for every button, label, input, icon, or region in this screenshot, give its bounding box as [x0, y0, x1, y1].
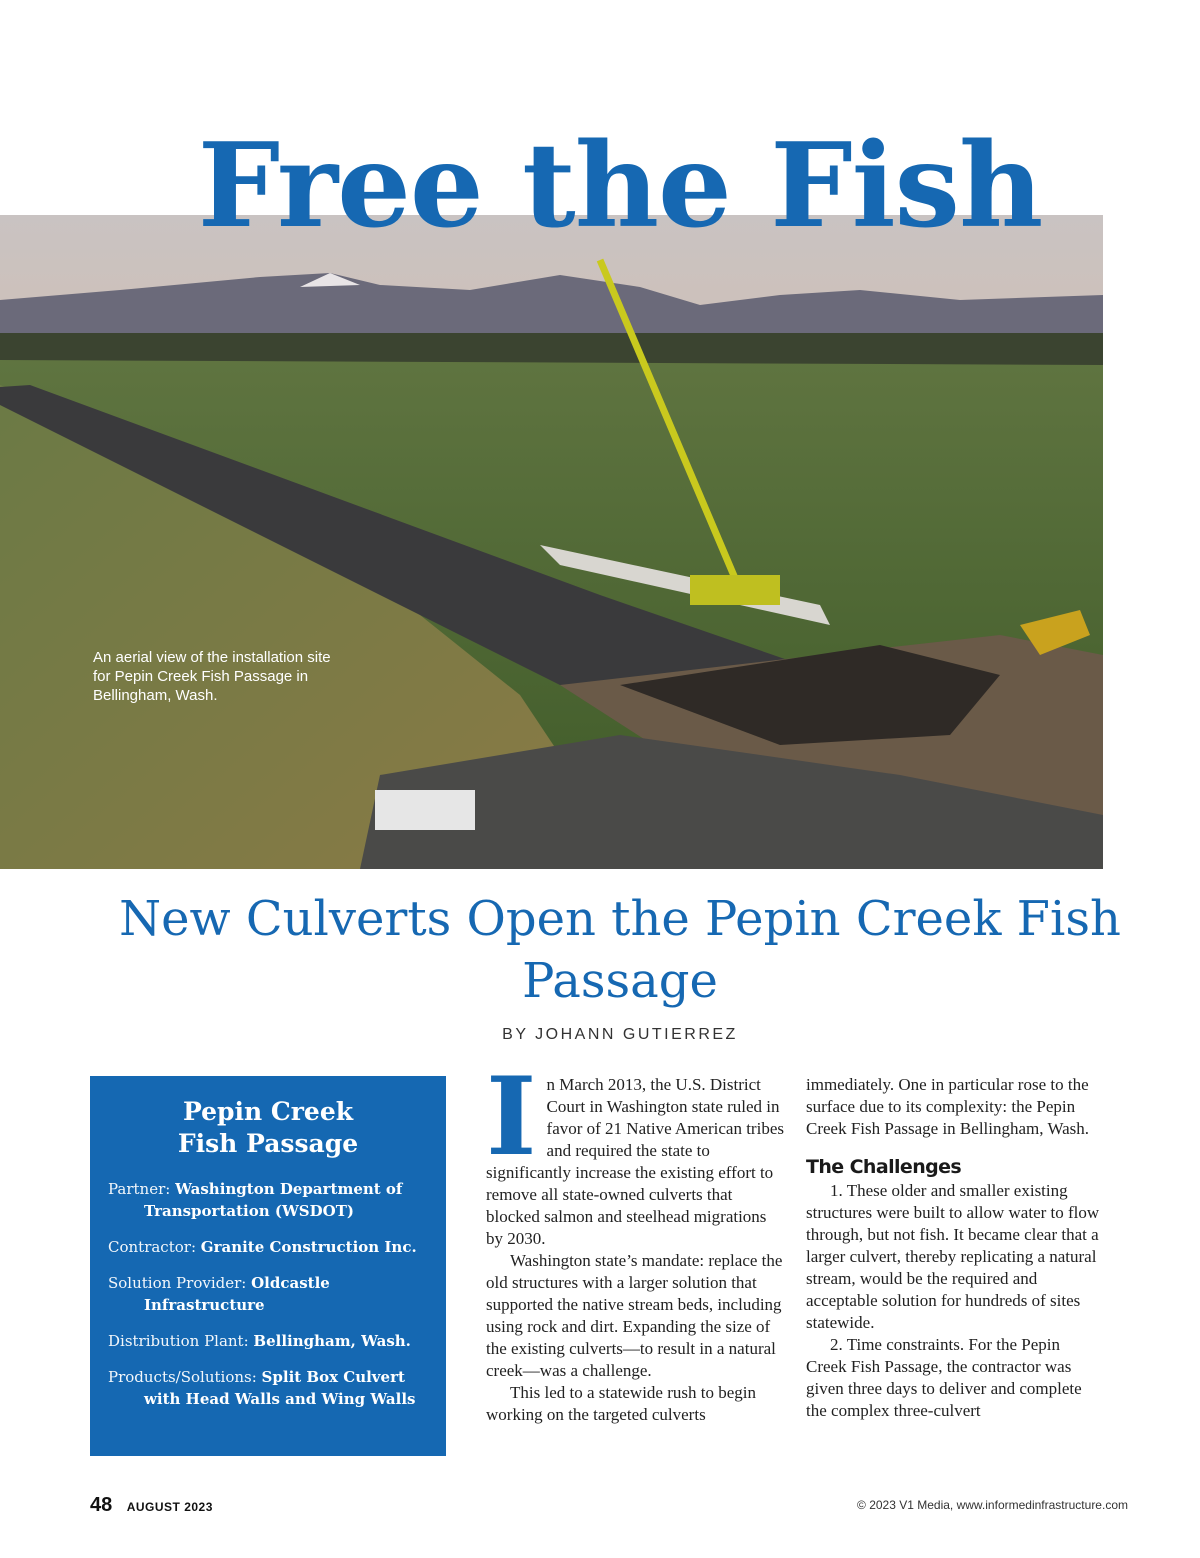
sidebar-value: Bellingham, Wash. [253, 1332, 411, 1350]
sidebar-label: Partner: [108, 1180, 176, 1198]
info-sidebar [90, 1076, 446, 1456]
paragraph: n March 2013, the U.S. District Court in Washington state ruled in favor of 21 Native American tribes and required the state to significantly increase the existing effort to remove all state-owned culverts that blocked salmon and steelhead migrations by 2030. [486, 1075, 784, 1248]
main-title: Free the Fish [197, 118, 1043, 254]
sidebar-label: Contractor: [108, 1238, 201, 1256]
drop-cap: I [486, 1054, 537, 1180]
page-number: 48 [90, 1494, 113, 1516]
sidebar-label: Products/Solutions: [108, 1368, 262, 1386]
paragraph: This led to a statewide rush to begin working on the targeted culverts [486, 1383, 756, 1424]
sidebar-item-products [108, 1366, 428, 1410]
sidebar-item-partner [108, 1178, 428, 1222]
article-subtitle: New Culverts Open the Pepin Creek Fish Passage [119, 891, 1121, 1009]
paragraph: 2. Time constraints. For the Pepin Creek Fish Passage, the contractor was given three days to deliver and complete the complex three-culvert [806, 1335, 1082, 1420]
section-heading: The Challenges [806, 1156, 962, 1178]
sidebar-value: Split Box Culvert with Head Walls and Wing Walls [144, 1368, 416, 1408]
sidebar-item-solution-provider [108, 1272, 428, 1316]
paragraph: 1. These older and smaller existing structures were built to allow water to flow through, but not fish. It became clear that a larger culvert, thereby replicating a natural stream, would be the required and acceptable solution for hundreds of sites statewide. [806, 1181, 1100, 1332]
sidebar-value: Granite Construction Inc. [200, 1238, 417, 1256]
article-column-1 [486, 1054, 784, 1426]
copyright: © 2023 V1 Media, www.informedinfrastructure.com [857, 1498, 1128, 1512]
footer-left [90, 1494, 213, 1517]
article-column-2 [806, 1074, 1100, 1422]
photo-caption: An aerial view of the installation site for Pepin Creek Fish Passage in Bellingham, Wash. [93, 649, 331, 704]
paragraph: immediately. One in particular rose to the surface due to its complexity: the Pepin Creek Fish Passage in Bellingham, Wash. [806, 1075, 1090, 1138]
sidebar-item-distribution-plant [108, 1330, 428, 1352]
sidebar-label: Distribution Plant: [108, 1332, 254, 1350]
paragraph: Washington state’s mandate: replace the old structures with a larger solution that supported the native stream beds, including using rock and dirt. Expanding the size of the existing culverts—to result in a natural creek—was a challenge. [486, 1251, 783, 1380]
sidebar-value: Washington Department of Transportation (WSDOT) [144, 1180, 403, 1220]
sidebar-item-contractor [108, 1236, 428, 1258]
issue-date: AUGUST 2023 [126, 1500, 213, 1514]
sidebar-value: Oldcastle Infrastructure [144, 1274, 330, 1314]
sidebar-label: Solution Provider: [108, 1274, 252, 1292]
byline: BY JOHANN GUTIERREZ [502, 1026, 738, 1043]
aerial-photo [0, 215, 1103, 869]
sidebar-title: Pepin Creek Fish Passage [177, 1097, 359, 1158]
